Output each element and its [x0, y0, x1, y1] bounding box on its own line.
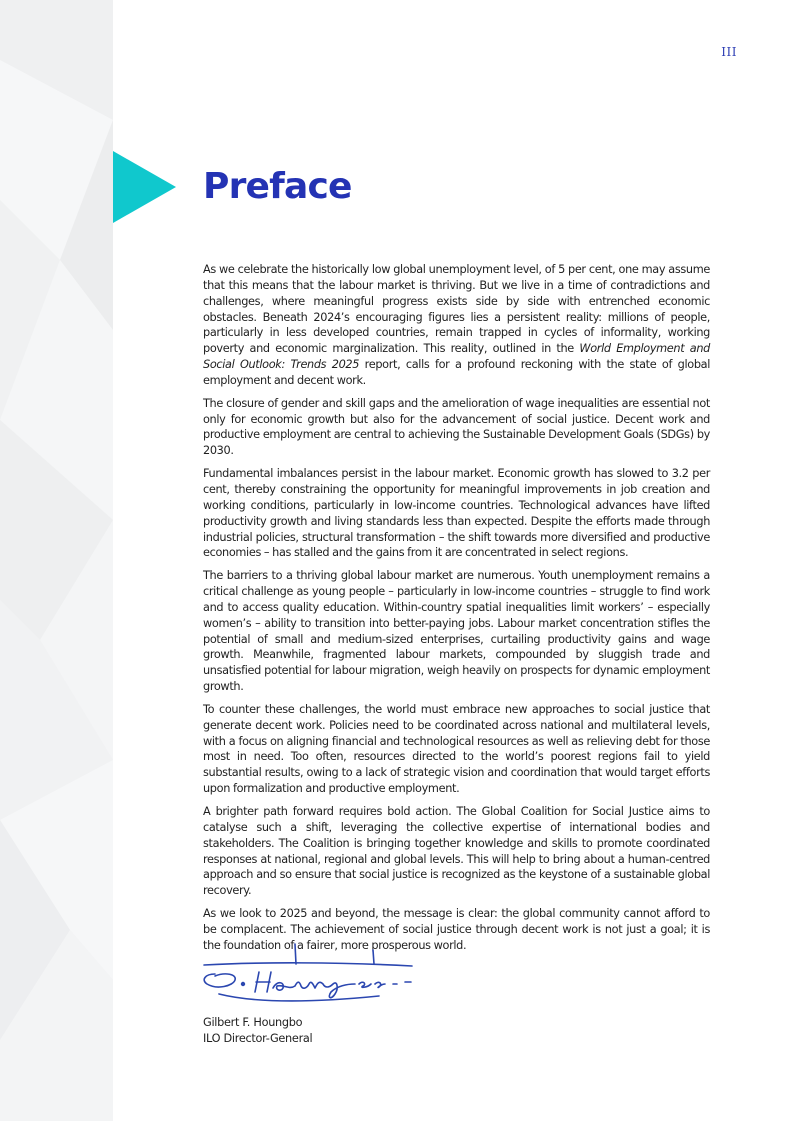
- paragraph-5: To counter these challenges, the world must embrace new approaches to social justice that generate decent work. Policies need to be coordinated across national and multilateral levels, with a focus on aligning financial and technological resources as well as relieving debt for those most in need. Too often, resources directed to the world’s poorest regions fail to yield substantial results, owing to a lack of strategic vision and coordination that would target efforts upon formalization and productive employment.: [203, 702, 710, 796]
- cyan-triangle-marker-icon: [113, 151, 176, 223]
- paragraph-2: The closure of gender and skill gaps and the amelioration of wage inequalities are essential not only for economic growth but also for the advancement of social justice. Decent work and productive employment are central to achieving the Sustainable Development Goals (SDGs) by 2030.: [203, 396, 710, 458]
- paragraph-1-text-end: report, calls for a profound reckoning with the state of global employment and decent work.: [203, 358, 711, 387]
- paragraph-7: As we look to 2025 and beyond, the message is clear: the global community cannot afford to be complacent. The achievement of social justice through decent work is not just a goal; it is the foundation of a fairer, more prosperous world.: [203, 907, 710, 952]
- handwritten-signature-icon: [199, 940, 429, 1008]
- faceted-pattern: [0, 0, 113, 1121]
- signatory-block: [203, 1015, 312, 1047]
- paragraph-1-text-start: As we celebrate the historically low global unemployment level, of 5 per cent, one may assume that this means that the labour market is thriving. But we live in a time of contradictions and challenges, where meaningful progress exists side by side with entrenched economic obstacles. Beneath 2024’s encouraging figures lies a persistent reality: millions of people, particularly in less developed countries, remain trapped in cycles of informality, working poverty and economic marginalization. This reality, outlined in the: [203, 263, 710, 356]
- signatory-role: ILO Director-General: [203, 1032, 313, 1045]
- preface-body: [203, 262, 710, 961]
- left-decorative-band: [0, 0, 113, 1121]
- paragraph-6: A brighter path forward requires bold action. The Global Coalition for Social Justice aims to catalyse such a shift, leveraging the collective expertise of international bodies and stakeholders. The Coalition is bringing together knowledge and skills to promote coordinated responses at national, regional and global levels. This will help to bring about a human-centred approach and so ensure that social justice is recognized as the keystone of a sustainable global recovery.: [203, 805, 710, 898]
- paragraph-3: Fundamental imbalances persist in the labour market. Economic growth has slowed to 3.2 per cent, thereby constraining the opportunity for meaningful improvements in job creation and working conditions, particularly in low-income countries. Technological advances have lifted productivity growth and living standards less than expected. Despite the efforts made through industrial policies, structural transformation – the shift towards more diversified and productive economies – has stalled and the gains from it are concentrated in select regions.: [203, 467, 710, 560]
- report-title: World Employment and Social Outlook: Trends 2025: [203, 342, 710, 372]
- paragraph-4: The barriers to a thriving global labour market are numerous. Youth unemployment remains a critical challenge as young people – particularly in low-income countries – struggle to find work and to access quality education. Within-country spatial inequalities limit workers’ – especially women’s – ability to transition into better-paying jobs. Labour market concentration stifles the potential of small and medium-sized enterprises, curtailing productivity gains and wage growth. Meanwhile, fragmented labour markets, compounded by sluggish trade and unsatisfied potential for labour migration, weigh heavily on prospects for dynamic employment growth.: [203, 569, 710, 694]
- page-number: III: [721, 45, 737, 59]
- paragraph-1: [203, 262, 710, 389]
- page-title: Preface: [203, 166, 352, 207]
- signatory-name: Gilbert F. Houngbo: [203, 1016, 303, 1029]
